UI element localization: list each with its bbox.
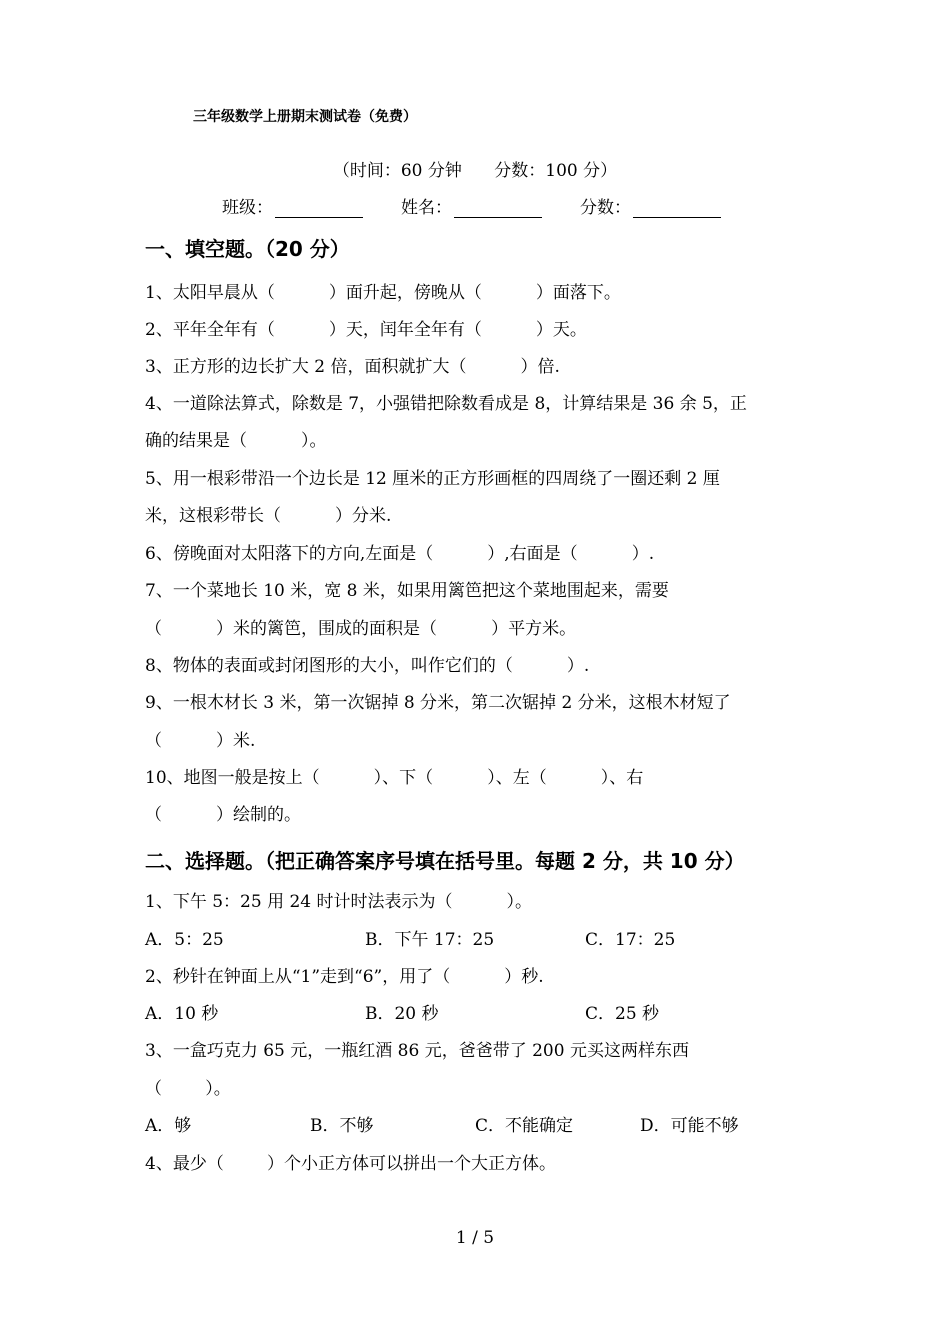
choice-question-2: 2、秒针在钟面上从“1”走到“6”，用了（ ）秒.	[145, 967, 544, 987]
fill-question-line: 6、傍晚面对太阳落下的方向,左面是（ ）,右面是（ ）.	[145, 544, 655, 564]
fill-question-line: 4、一道除法算式，除数是 7，小强错把除数看成是 8，计算结果是 36 余 5，正	[145, 394, 747, 414]
score-blank[interactable]	[633, 199, 721, 218]
page-number: 1 / 5	[455, 1228, 495, 1248]
fill-question-line: 8、物体的表面或封闭图形的大小，叫作它们的（ ）.	[145, 656, 590, 676]
document-title: 三年级数学上册期末测试卷（免费）	[193, 109, 417, 125]
option-a[interactable]: A．10 秒	[145, 1004, 219, 1024]
option-c[interactable]: C．17：25	[585, 930, 676, 950]
choice-question-3: 3、一盒巧克力 65 元，一瓶红酒 86 元，爸爸带了 200 元买这两样东西	[145, 1041, 689, 1061]
name-blank[interactable]	[454, 199, 542, 218]
option-b[interactable]: B．不够	[310, 1116, 374, 1136]
choice-question-1: 1、下午 5：25 用 24 时计时法表示为（ ）。	[145, 892, 533, 912]
fill-question-line: （ ）米的篱笆，围成的面积是（ ）平方米。	[145, 619, 577, 639]
fill-question-line: 7、一个菜地长 10 米，宽 8 米，如果用篱笆把这个菜地围起来，需要	[145, 581, 669, 601]
option-a[interactable]: A．5：25	[145, 930, 224, 950]
option-d[interactable]: D．可能不够	[640, 1116, 739, 1136]
fill-question-line: 9、一根木材长 3 米，第一次锯掉 8 分米，第二次锯掉 2 分米，这根木材短了	[145, 693, 731, 713]
fill-question-line: 米，这根彩带长（ ）分米.	[145, 506, 392, 526]
score-label: 分数：	[580, 198, 631, 218]
section1-heading: 一、填空题。（20 分）	[145, 237, 350, 261]
class-field[interactable]	[222, 193, 363, 218]
name-label: 姓名：	[401, 198, 452, 218]
class-label: 班级：	[222, 198, 273, 218]
choice-question-4: 4、最少（ ）个小正方体可以拼出一个大正方体。	[145, 1154, 557, 1174]
option-c[interactable]: C．25 秒	[585, 1004, 660, 1024]
choice-question-3-cont: （ ）。	[145, 1079, 231, 1099]
exam-time-and-score: （时间：60 分钟 分数：100 分）	[332, 161, 618, 181]
fill-question-line: （ ）绘制的。	[145, 805, 302, 825]
option-b[interactable]: B．下午 17：25	[365, 930, 495, 950]
fill-question-line: 10、地图一般是按上（ ）、下（ ）、左（ ）、右	[145, 768, 644, 788]
student-info-row	[222, 193, 759, 218]
option-c[interactable]: C．不能确定	[475, 1116, 574, 1136]
section2-heading: 二、选择题。（把正确答案序号填在括号里。每题 2 分，共 10 分）	[145, 849, 745, 873]
fill-question-line: 1、太阳早晨从（ ）面升起，傍晚从（ ）面落下。	[145, 283, 621, 303]
option-a[interactable]: A．够	[145, 1116, 192, 1136]
fill-question-line: 2、平年全年有（ ）天，闰年全年有（ ）天。	[145, 320, 587, 340]
fill-question-line: 3、正方形的边长扩大 2 倍，面积就扩大（ ）倍.	[145, 357, 560, 377]
class-blank[interactable]	[275, 199, 363, 218]
score-field[interactable]	[580, 193, 721, 218]
name-field[interactable]	[401, 193, 542, 218]
fill-question-line: 确的结果是（ ）。	[145, 431, 327, 451]
fill-question-line: 5、用一根彩带沿一个边长是 12 厘米的正方形画框的四周绕了一圈还剩 2 厘	[145, 469, 720, 489]
fill-question-line: （ ）米.	[145, 731, 256, 751]
option-b[interactable]: B．20 秒	[365, 1004, 439, 1024]
